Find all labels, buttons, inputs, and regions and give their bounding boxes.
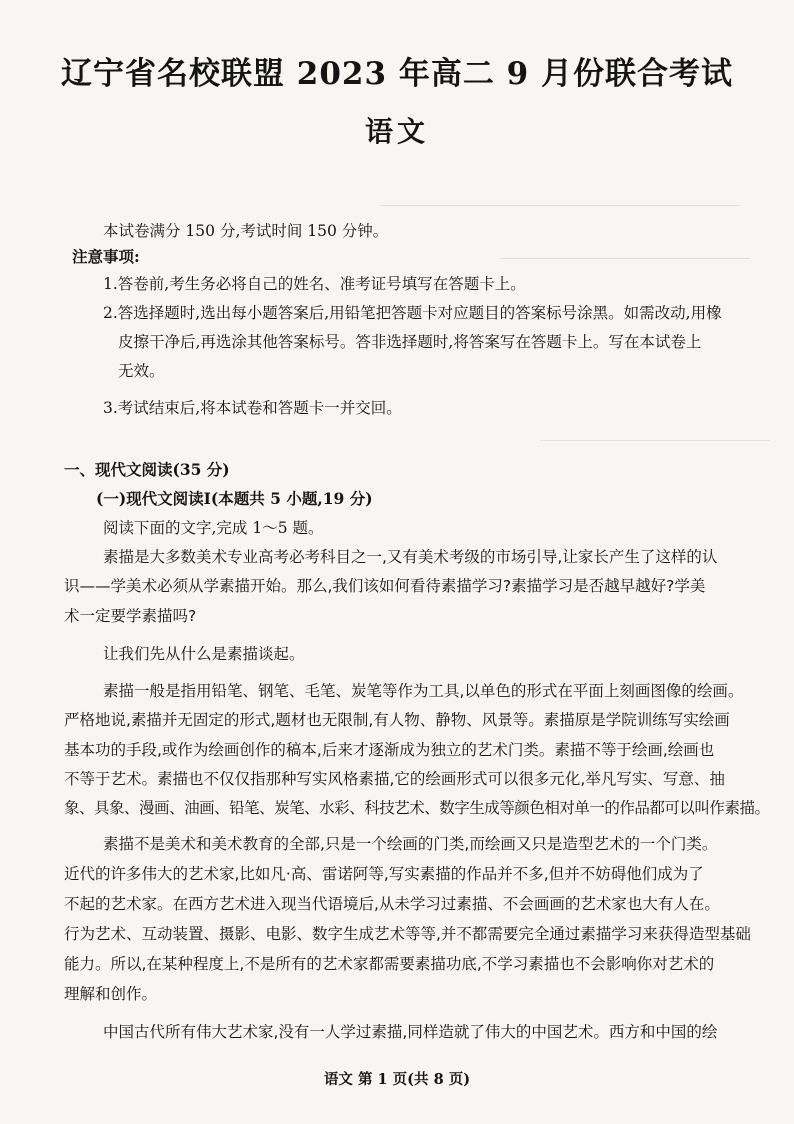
passage-line: 行为艺术、互动装置、摄影、电影、数字生成艺术等等,并不都需要完全通过素描学习来获得造型基础 [64, 925, 751, 943]
section-heading: 一、现代文阅读(35 分) [64, 460, 230, 479]
instruction-item: 1.答卷前,考生务必将自己的姓名、准考证号填写在答题卡上。 [103, 275, 526, 293]
instruction-item: 皮擦干净后,再选涂其他答案标号。答非选择题时,将答案写在答题卡上。写在本试卷上 [118, 333, 702, 351]
exam-subject: 语文 [364, 115, 429, 148]
exam-title: 辽宁省名校联盟 2023 年高二 9 月份联合考试 [60, 56, 734, 92]
passage-line: 素描不是美术和美术教育的全部,只是一个绘画的门类,而绘画又只是造型艺术的一个门类。 [103, 835, 718, 853]
instructions-intro: 本试卷满分 150 分,考试时间 150 分钟。 [103, 222, 389, 240]
passage-line: 素描一般是指用铅笔、钢笔、毛笔、炭笔等作为工具,以单色的形式在平面上刻画图像的绘画。 [103, 682, 744, 700]
passage-line: 中国古代所有伟大艺术家,没有一人学过素描,同样造就了伟大的中国艺术。西方和中国的绘 [103, 1023, 718, 1041]
instructions-heading: 注意事项: [72, 247, 140, 266]
section-prompt: 阅读下面的文字,完成 1～5 题。 [103, 519, 324, 537]
instruction-item: 无效。 [118, 362, 165, 380]
section-subheading: (一)现代文阅读Ⅰ(本题共 5 小题,19 分) [96, 489, 373, 508]
instruction-item: 3.考试结束后,将本试卷和答题卡一并交回。 [103, 399, 402, 417]
page-footer: 语文 第 1 页(共 8 页) [323, 1071, 471, 1088]
show-through-line [500, 258, 750, 259]
passage-line: 让我们先从什么是素描谈起。 [103, 645, 305, 663]
show-through-line [380, 205, 740, 206]
passage-line: 不等于艺术。素描也不仅仅指那种写实风格素描,它的绘画形式可以很多元化,举凡写实、写意、抽 [64, 770, 725, 788]
passage-line: 象、具象、漫画、油画、铅笔、炭笔、水彩、科技艺术、数字生成等颜色相对单一的作品都可以叫作素描。 [64, 799, 770, 817]
passage-line: 不起的艺术家。在西方艺术进入现当代语境后,从未学习过素描、不会画画的艺术家也大有人在。 [64, 895, 720, 913]
passage-line: 基本功的手段,或作为绘画创作的稿本,后来才逐渐成为独立的艺术门类。素描不等于绘画,绘画也 [64, 741, 715, 759]
show-through-line [540, 440, 770, 441]
passage-line: 能力。所以,在某种程度上,不是所有的艺术家都需要素描功底,不学习素描也不会影响你对艺术的 [64, 955, 715, 973]
passage-line: 素描是大多数美术专业高考必考科目之一,又有美术考级的市场引导,让家长产生了这样的认 [103, 548, 718, 566]
instruction-item: 2.答选择题时,选出每小题答案后,用铅笔把答题卡对应题目的答案标号涂黑。如需改动,用橡 [103, 304, 722, 322]
passage-line: 识——学美术必须从学素描开始。那么,我们该如何看待素描学习?素描学习是否越早越好?学美 [64, 577, 706, 595]
passage-line: 近代的许多伟大的艺术家,比如凡·高、雷诺阿等,写实素描的作品并不多,但并不妨碍他们成为了 [64, 865, 704, 883]
passage-line: 理解和创作。 [64, 985, 158, 1003]
passage-line: 严格地说,素描并无固定的形式,题材也无限制,有人物、静物、风景等。素描原是学院训练写实绘画 [64, 711, 730, 729]
passage-line: 术一定要学素描吗? [64, 607, 197, 625]
